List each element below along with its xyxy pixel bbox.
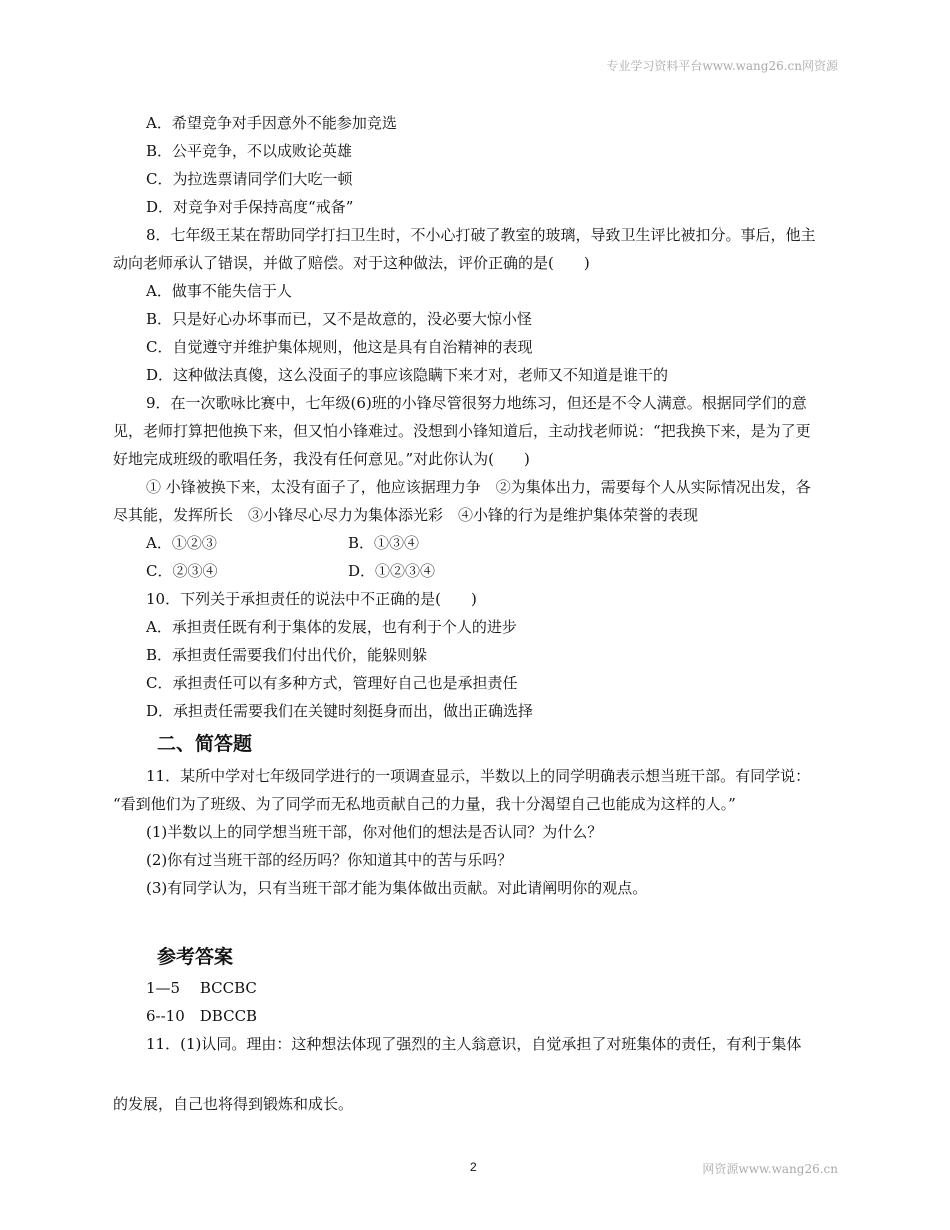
q8-stem-line1: 8．七年级王某在帮助同学打扫卫生时，不小心打破了教室的玻璃，导致卫生评比被扣分。事后，他主: [146, 226, 816, 244]
q7-option-a: A．希望竞争对手因意外不能参加竞选: [146, 114, 397, 132]
q11-stem-line2: “看到他们为了班级、为了同学而无私地贡献自己的力量，我十分渴望自己也能成为这样的人。”: [113, 795, 736, 813]
q9-stem-line1: 9．在一次歌咏比赛中，七年级(6)班的小锋尽管很努力地练习，但还是不令人满意。根据同学们的意: [146, 394, 807, 412]
q8-stem-line2: 动向老师承认了错误，并做了赔偿。对于这种做法，评价正确的是( ): [113, 254, 590, 272]
q9-statements-line1: ① 小锋被换下来，太没有面子了，他应该据理力争 ②为集体出力，需要每个人从实际情况出发，各: [146, 478, 811, 496]
answer-line-4: 的发展，自己也将得到锻炼和成长。: [113, 1095, 354, 1113]
section-title-short-answer: 二、简答题: [157, 733, 253, 755]
q7-option-d: D．对竞争对手保持高度“戒备”: [146, 198, 354, 216]
q9-statements-line2: 尽其能，发挥所长 ③小锋尽心尽力为集体添光彩 ④小锋的行为是维护集体荣誉的表现: [113, 506, 699, 524]
q8-option-c: C．自觉遵守并维护集体规则，他这是具有自治精神的表现: [146, 338, 533, 356]
page-number: 2: [470, 1160, 477, 1174]
q7-option-b: B．公平竞争，不以成败论英雄: [146, 142, 353, 160]
q10-option-a: A．承担责任既有利于集体的发展，也有利于个人的进步: [146, 618, 517, 636]
q9-option-d: D．①②③④: [348, 562, 436, 580]
q8-option-a: A．做事不能失信于人: [146, 282, 292, 300]
q11-stem-line1: 11．某所中学对七年级同学进行的一项调查显示，半数以上的同学明确表示想当班干部。有同学说：: [146, 767, 811, 785]
q8-option-d: D．这种做法真傻，这么没面子的事应该隐瞒下来才对，老师又不知道是谁干的: [146, 366, 669, 384]
answer-line-2: 6--10 DBCCB: [146, 1007, 258, 1025]
page-header: 专业学习资料平台www.wang26.cn网资源: [606, 59, 838, 73]
q11-subquestion-3: (3)有同学认为，只有当班干部才能为集体做出贡献。对此请阐明你的观点。: [146, 879, 648, 897]
q9-option-b: B．①③④: [348, 534, 420, 552]
q8-option-b: B．只是好心办坏事而已，又不是故意的，没必要大惊小怪: [146, 310, 533, 328]
q10-option-b: B．承担责任需要我们付出代价，能躲则躲: [146, 646, 428, 664]
q9-option-c: C．②③④: [146, 562, 218, 580]
q9-option-a: A．①②③: [146, 534, 217, 552]
answer-line-1: 1—5 BCCBC: [146, 979, 257, 997]
q11-subquestion-2: (2)你有过当班干部的经历吗？你知道其中的苦与乐吗？: [146, 851, 513, 869]
answers-title: 参考答案: [157, 946, 234, 968]
q10-stem: 10．下列关于承担责任的说法中不正确的是( ): [146, 590, 477, 608]
q10-option-c: C．承担责任可以有多种方式，管理好自己也是承担责任: [146, 674, 518, 692]
answer-line-3: 11．(1)认同。理由：这种想法体现了强烈的主人翁意识，自觉承担了对班集体的责任，有利于集体: [146, 1035, 802, 1053]
q9-stem-line3: 好地完成班级的歌唱任务，我没有任何意见。”对此你认为( ): [113, 450, 530, 468]
q7-option-c: C．为拉选票请同学们大吃一顿: [146, 170, 353, 188]
q11-subquestion-1: (1)半数以上的同学想当班干部，你对他们的想法是否认同？为什么？: [146, 823, 603, 841]
page-footer: 网资源www.wang26.cn: [702, 1162, 838, 1176]
q10-option-d: D．承担责任需要我们在关键时刻挺身而出，做出正确选择: [146, 702, 534, 720]
q9-stem-line2: 见，老师打算把他换下来，但又怕小锋难过。没想到小锋知道后，主动找老师说：“把我换下来，是为了更: [113, 422, 811, 440]
